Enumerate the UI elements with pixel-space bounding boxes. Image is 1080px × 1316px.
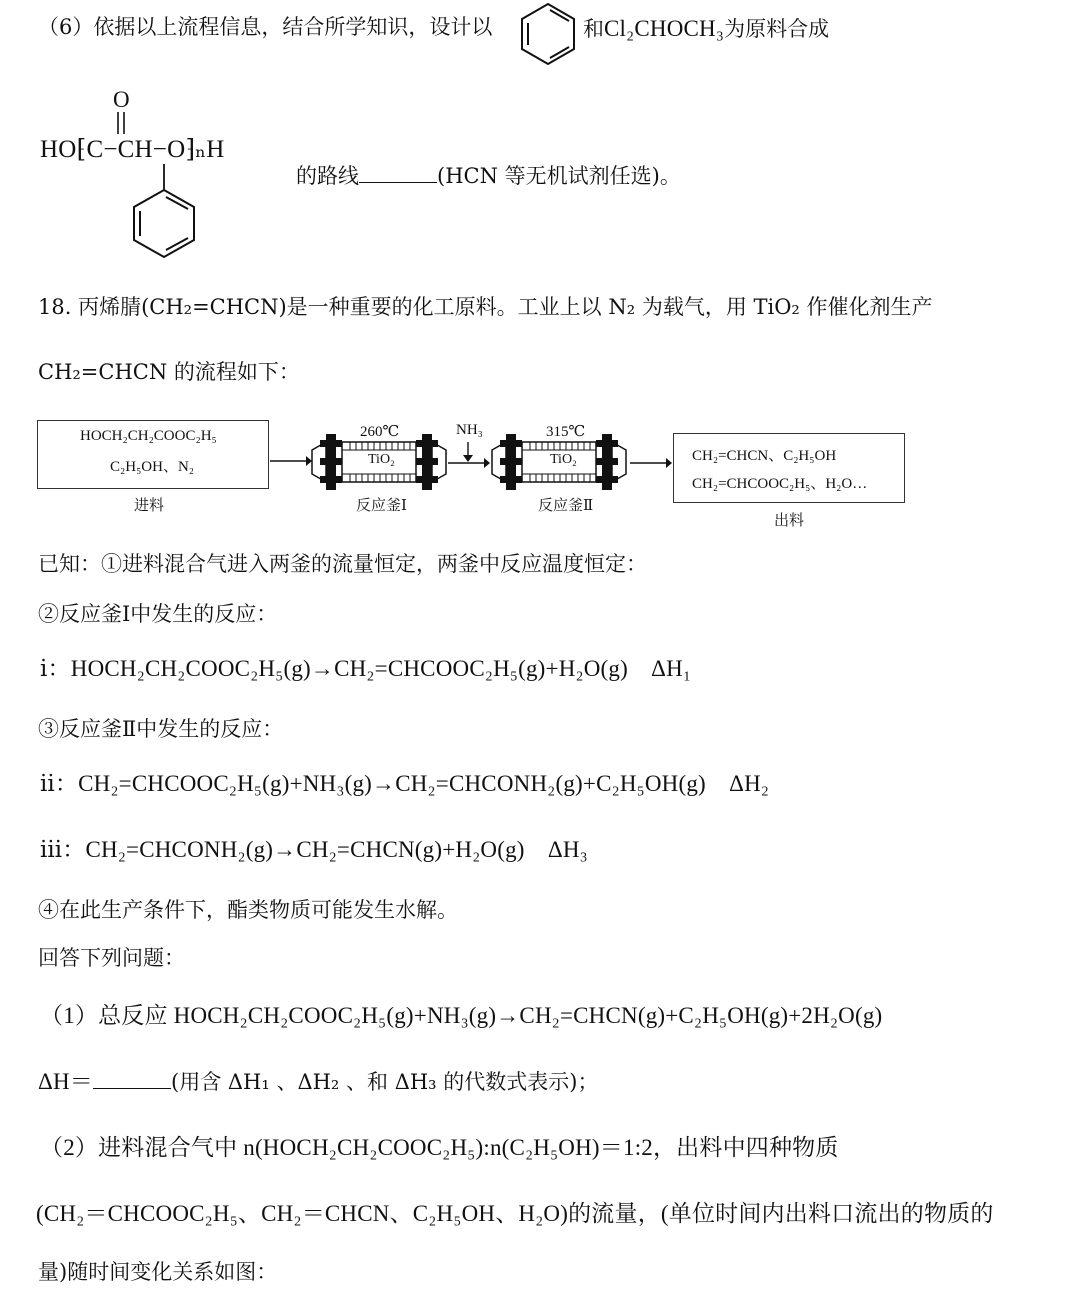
known-4: ④在此生产条件下，酯类物质可能发生水解。 [38, 898, 458, 922]
feed-line2: C₂H₅OH、N₂ [110, 459, 195, 475]
arrow-icon [630, 457, 672, 469]
reaction-ii: ⅱ：CH₂=CHCOOC₂H₅(g)+NH₃(g)→CH₂=CHCONH₂(g)+C₂H₅OH(g) ΔH₂ [40, 771, 770, 796]
output-label: 出料 [774, 511, 805, 529]
reaction-iii: ⅲ：CH₂=CHCONH₂(g)→CH₂=CHCN(g)+H₂O(g) ΔH₃ [40, 837, 588, 862]
feed-label: 进料 [134, 496, 165, 514]
reaction-i: ⅰ：HOCH₂CH₂COOC₂H₅(g)→CH₂=CHCOOC₂H₅(g)+H₂O(g) ΔH₁ [40, 656, 692, 681]
reactor-1-label: 反应釜Ⅰ [356, 496, 407, 514]
question-1-line1: （1）总反应 HOCH₂CH₂COOC₂H₅(g)+NH₃(g)→CH₂=CHCN(g)+C₂H₅OH(g)+2H₂O(g) [40, 1003, 883, 1028]
question-2-line3: 量)随时间变化关系如图： [38, 1260, 278, 1284]
reactor-2-temp: 315℃ [546, 424, 586, 440]
arrow-icon [448, 457, 490, 469]
polymer-formula: HO⁅C−CH−O⁆ₙH [40, 136, 225, 163]
answer-prompt: 回答下列问题： [38, 946, 185, 970]
output-line1: CH₂=CHCN、C₂H₅OH [692, 448, 837, 464]
question-2-line1: （2）进料混合气中 n(HOCH₂CH₂COOC₂H₅):n(C₂H₅OH)＝1:2，出料中四种物质 [40, 1135, 839, 1160]
answer-blank-route[interactable] [359, 164, 437, 183]
known-1: 已知：①进料混合气进入两釜的流量恒定，两釜中反应温度恒定： [38, 552, 647, 576]
route-prefix: 的路线 [296, 164, 359, 188]
reactor-2-label: 反应釜Ⅱ [538, 496, 594, 514]
reactor-2-catalyst: TiO₂ [550, 452, 577, 467]
part6-prefix: （6）依据以上流程信息，结合所学知识，设计以 [38, 15, 493, 39]
delta-h-prefix: ΔH＝ [38, 1069, 94, 1094]
part6-suffix: 为原料合成 [724, 17, 830, 41]
known-3: ③反应釜Ⅱ中发生的反应： [38, 717, 284, 741]
reactor-1-catalyst: TiO₂ [368, 452, 395, 467]
carbonyl-double-bond-icon [114, 112, 128, 136]
q18-intro-line1: 18. 丙烯腈(CH₂=CHCN)是一种重要的化工原料。工业上以 N₂ 为载气，用 TiO₂ 作催化剂生产 [38, 295, 933, 319]
reagent-formula: Cl₂CHOCH₃ [604, 16, 725, 41]
route-suffix: (HCN 等无机试剂任选)。 [437, 164, 681, 188]
known-2: ②反应釜Ⅰ中发生的反应： [38, 602, 278, 626]
question-1-hint: (用含 ΔH₁ 、ΔH₂ 、和 ΔH₃ 的代数式表示)； [171, 1070, 599, 1094]
nh3-label: NH₃ [456, 422, 483, 438]
arrow-icon [270, 455, 312, 467]
q18-intro-line2: CH₂=CHCN 的流程如下： [38, 360, 300, 384]
feed-line1: HOCH₂CH₂COOC₂H₅ [80, 428, 217, 444]
output-line2: CH₂=CHCOOC₂H₅、H₂O… [692, 476, 868, 492]
answer-blank-delta-h[interactable] [93, 1070, 171, 1089]
benzene-ring-icon [516, 2, 580, 66]
question-2-line2: (CH₂＝CHCOOC₂H₅、CH₂＝CHCN、C₂H₅OH、H₂O)的流量，(单位时间内出料口流出的物质的 [36, 1201, 994, 1226]
part6-middle: 和 [583, 17, 604, 41]
phenyl-substituent-icon [126, 160, 202, 260]
reactor-1-temp: 260℃ [360, 424, 400, 440]
polymer-carbonyl-oxygen: O [113, 87, 130, 112]
